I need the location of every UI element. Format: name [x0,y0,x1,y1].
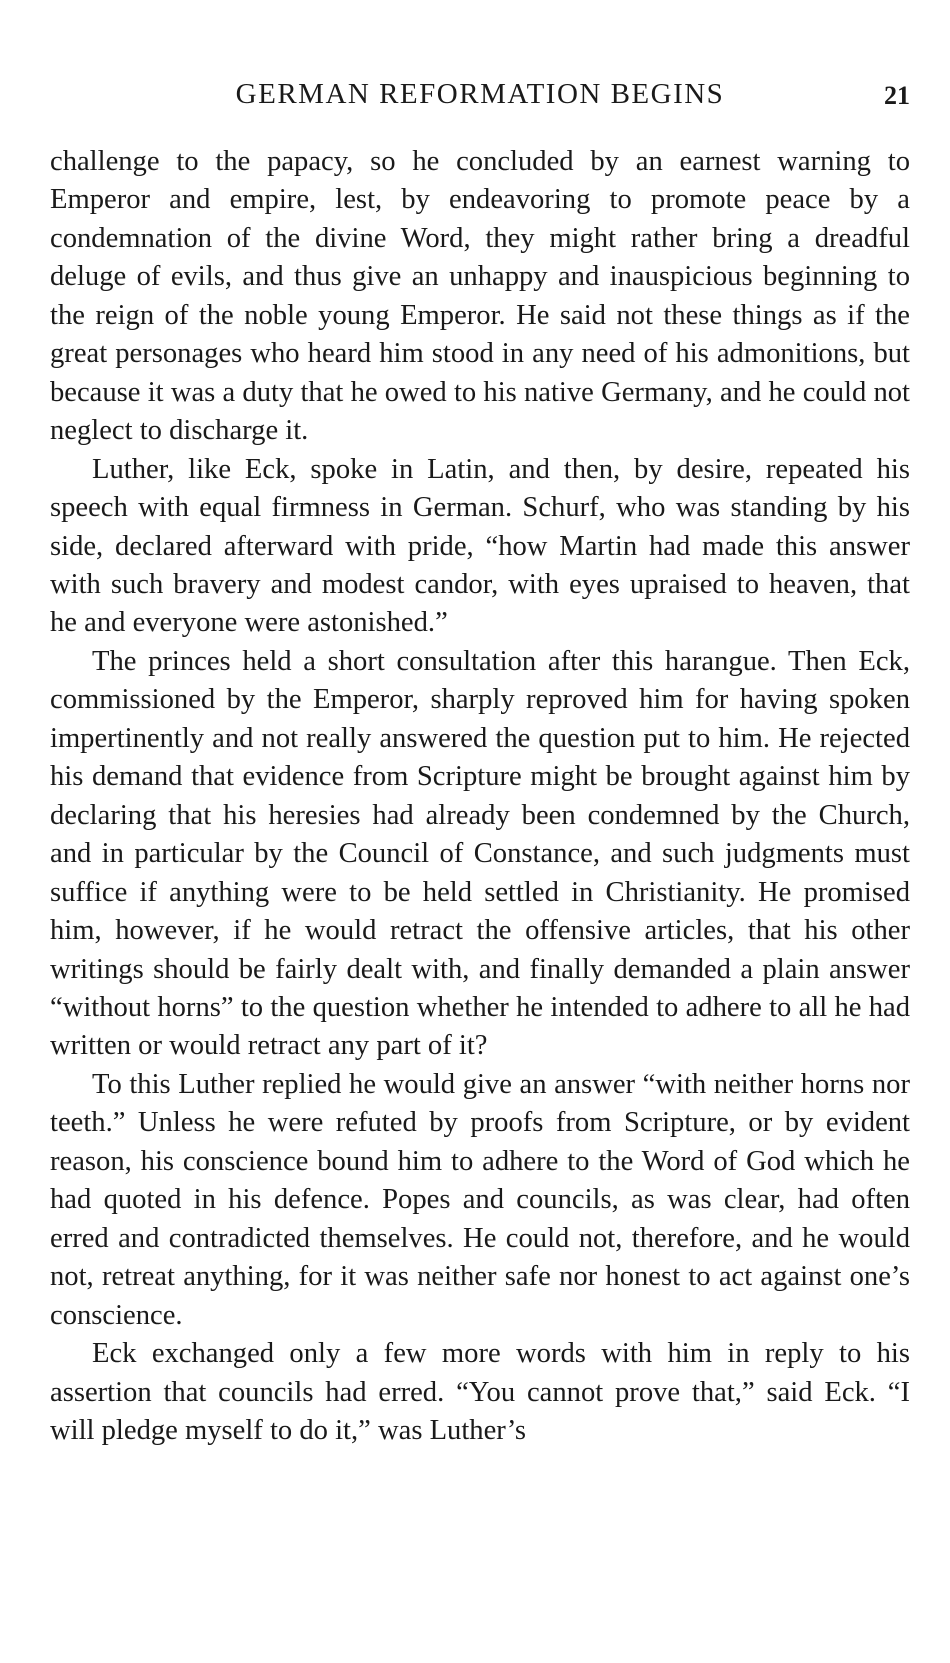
paragraph: To this Luther replied he would give an answer “with neither horns nor teeth.” Unless he were refuted by proofs from Scripture, or by evident reason, his conscience bound him to adhere to the Word of God which he had quoted in his defence. Popes and councils, as was clear, had often erred and contradicted themselves. He could not, therefore, and he would not, retreat anything, for it was neither safe nor honest to act against one’s conscience. [50,1068,910,1331]
page-number: 21 [884,81,910,110]
body-text [50,143,910,1450]
running-title: GERMAN REFORMATION BEGINS [235,78,725,110]
paragraph: The princes held a short consultation after this harangue. Then Eck, commissioned by the Emperor, sharply reproved him for having spoken impertinently and not really answered the question put to him. He rejected his demand that evidence from Scripture might be brought against him by declaring that his heresies had already been condemned by the Church, and in particular by the Council of Constance, and such judgments must suffice if anything were to be held settled in Christianity. He promised him, however, if he would retract the offensive articles, that his other writings should be fairly dealt with, and finally demanded a plain answer “without horns” to the question whether he intended to adhere to all he had written or would retract any part of it? [50,645,910,1062]
paragraph: Eck exchanged only a few more words with him in reply to his assertion that councils had erred. “You cannot prove that,” said Eck. “I will pledge myself to do it,” was Luther’s [50,1338,910,1446]
running-head [50,74,910,124]
paragraph: Luther, like Eck, spoke in Latin, and then, by desire, repeated his speech with equal firmness in German. Schurf, who was standing by his side, declared afterward with pride, “how Martin had made this answer with such bravery and modest candor, with eyes upraised to heaven, that he and everyone were astonished.” [50,453,910,639]
paragraph-continued: challenge to the papacy, so he concluded by an earnest warning to Emperor and empire, lest, by endeavoring to promote peace by a condemnation of the divine Word, they might rather bring a dreadful deluge of evils, and thus give an unhappy and inauspicious beginning to the reign of the noble young Emperor. He said not these things as if the great personages who heard him stood in any need of his admonitions, but because it was a duty that he owed to his native Germany, and he could not neglect to discharge it. [50,146,910,447]
